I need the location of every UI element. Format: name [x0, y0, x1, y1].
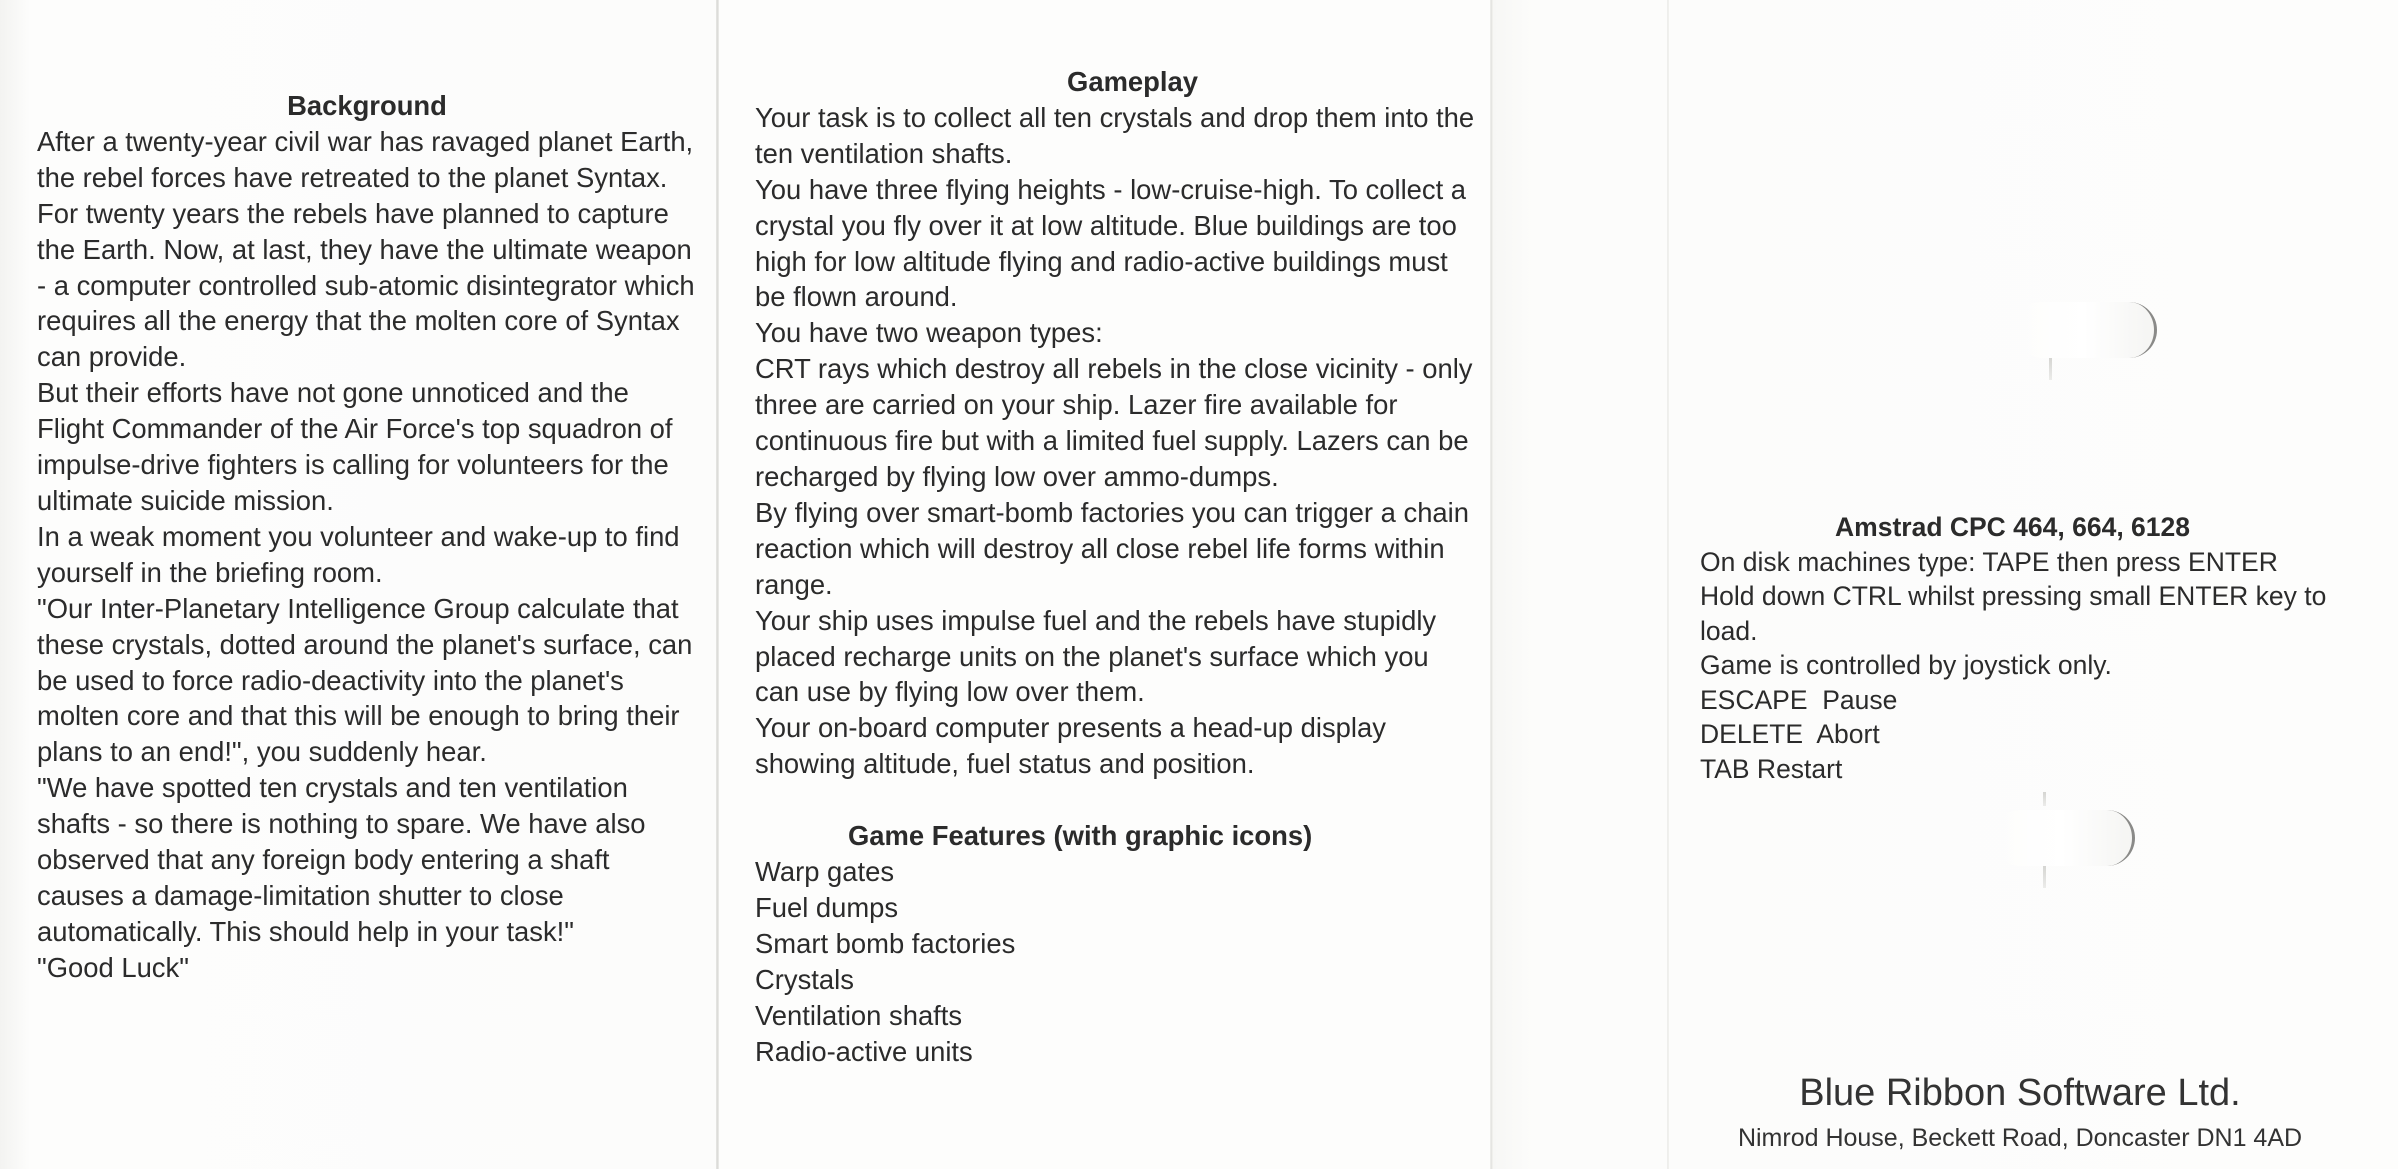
gameplay-section [755, 64, 1475, 1069]
slot-notch [2043, 792, 2046, 806]
gameplay-paragraph: You have two weapon types: [755, 317, 1103, 349]
background-paragraph: After a twenty-year civil war has ravaged planet Earth, the rebel forces have retreated to the planet Syntax. [37, 125, 694, 193]
gameplay-paragraph: You have three flying heights - low-cruise-high. To collect a crystal you fly over it at low altitude. Blue buildings are too high for low altitude flying and radio-active buildings must be flown around. [755, 173, 1467, 313]
feature-item: Smart bomb factories [755, 927, 1016, 959]
fold-crease [1667, 0, 1669, 1169]
feature-item: Ventilation shafts [755, 999, 963, 1031]
feature-item: Fuel dumps [755, 891, 899, 923]
gameplay-paragraph: By flying over smart-bomb factories you can trigger a chain reaction which will destroy all close rebel life forms within range. [755, 496, 1469, 600]
instruction-line: Hold down CTRL whilst pressing small ENTER key to load. [1700, 581, 2327, 646]
slot-notch [2043, 866, 2046, 888]
background-paragraph: For twenty years the rebels have planned to capture the Earth. Now, at last, they have the ultimate weapon - a computer controlled sub-atomic disintegrator which requires all the energy that the molten core of Syntax can provide. [37, 197, 695, 373]
features-heading: Game Features (with graphic icons) [848, 820, 1313, 852]
background-paragraph: But their efforts have not gone unnoticed and the Flight Commander of the Air Force's top squadron of impulse-drive fighters is calling for volunteers for the ultimate suicide mission. [37, 377, 673, 516]
gameplay-heading: Gameplay [1067, 66, 1198, 97]
loading-instructions [1700, 510, 2380, 786]
fold-crease [1490, 0, 1493, 1169]
feature-item: Radio-active units [755, 1035, 973, 1067]
instruction-line: Game is controlled by joystick only. [1700, 650, 2112, 680]
publisher-name: Blue Ribbon Software Ltd. [1799, 1072, 2241, 1114]
key-escape-line: ESCAPE Pause [1700, 684, 1898, 715]
card-slot [2014, 302, 2157, 358]
background-heading: Background [287, 90, 447, 121]
instruction-line: On disk machines type: TAPE then press ENTER [1700, 546, 2278, 577]
features-section [755, 818, 1475, 1069]
gameplay-paragraph: Your task is to collect all ten crystals and drop them into the ten ventilation shafts. [755, 101, 1475, 169]
gameplay-paragraph: Your ship uses impulse fuel and the rebels have stupidly placed recharge units on the planet's surface which you can use by flying low over them. [755, 604, 1437, 708]
background-section [37, 88, 697, 986]
slot-notch [2049, 358, 2052, 380]
key-tab-line: TAB Restart [1700, 753, 1843, 784]
feature-item: Crystals [755, 963, 854, 995]
background-paragraph: In a weak moment you volunteer and wake-up to find yourself in the briefing room. [37, 520, 680, 588]
gameplay-paragraph: CRT rays which destroy all rebels in the close vicinity - only three are carried on your ship. Lazer fire available for continuous fire but with a limited fuel supply. Lazers can be recharged by flying low over ammo-dumps. [755, 353, 1473, 492]
publisher-address: Nimrod House, Beckett Road, Doncaster DN1 4AD [1737, 1124, 2303, 1152]
background-paragraph: "We have spotted ten crystals and ten ventilation shafts - so there is nothing to spare. We have also observed that any foreign body entering a shaft causes a damage-limitation shutter to close automatically. This should help in your task!" [37, 772, 646, 947]
key-delete-line: DELETE Abort [1700, 719, 1880, 749]
card-slot [1992, 810, 2135, 866]
fold-crease [716, 0, 719, 1169]
gameplay-paragraph: Your on-board computer presents a head-up display showing altitude, fuel status and position. [755, 712, 1386, 780]
background-paragraph: "Good Luck" [37, 951, 189, 983]
platform-heading: Amstrad CPC 464, 664, 6128 [1835, 512, 2191, 542]
background-paragraph: "Our Inter-Planetary Intelligence Group calculate that these crystals, dotted around the planet's surface, can be used to force radio-deactivity into the planet's molten core and that this will be enough to bring their plans to an end!", you suddenly hear. [37, 592, 693, 768]
feature-item: Warp gates [755, 856, 895, 888]
